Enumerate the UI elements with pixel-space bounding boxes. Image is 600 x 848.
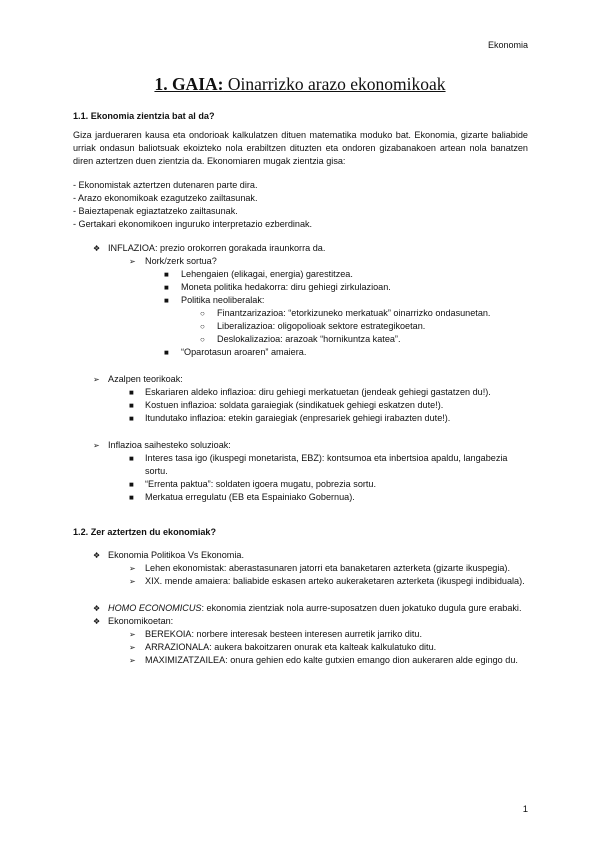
square-bullet-icon: ■ [129, 493, 134, 503]
title-text: Oinarrizko arazo ekonomikoak [223, 74, 446, 94]
list-item: Eskariaren aldeko inflazioa: diru gehiegi merkatuetan (jendeak gehiegi gastatzen du!). [145, 387, 491, 398]
list-item: Nork/zerk sortua? [145, 256, 217, 267]
inflazioa-block [73, 242, 528, 359]
diamond-bullet-icon: ❖ [93, 551, 101, 561]
square-bullet-icon: ■ [129, 388, 134, 398]
list-item: Finantzarizazioa: “etorkizuneko merkatuak” oinarrizko ondasunetan. [217, 308, 491, 319]
homo-block [73, 602, 528, 667]
list-item: Moneta politika hedakorra: diru gehiegi zirkulazioan. [181, 282, 391, 293]
section-2-heading: 1.2. Zer aztertzen du ekonomiak? [73, 527, 217, 538]
circle-bullet-icon: ○ [200, 335, 205, 345]
arrow-bullet-icon: ➢ [129, 643, 136, 653]
list-item: Kostuen inflazioa: soldata garaiegiak (sindikatuek gehiegi eskatzen dute!). [145, 400, 444, 411]
square-bullet-icon: ■ [129, 401, 134, 411]
list-item: Interes tasa igo (ikuspegi monetarista, EBZ): kontsumoa eta inbertsioa apaldu, langabezia sortu. [145, 453, 508, 477]
list-item: - Arazo ekonomikoak ezagutzeko zailtasunak. [73, 192, 258, 203]
list-item: ARRAZIONALA: aukera bakoitzaren onurak eta kalteak kalkulatuko ditu. [145, 642, 437, 653]
list-item: Azalpen teorikoak: [108, 374, 183, 385]
arrow-bullet-icon: ➢ [129, 564, 136, 574]
arrow-bullet-icon: ➢ [129, 656, 136, 666]
list-item: Merkatua erregulatu (EB eta Espainiako Gobernua). [145, 492, 355, 503]
square-bullet-icon: ■ [164, 348, 169, 358]
square-bullet-icon: ■ [129, 480, 134, 490]
list-item: - Baieztapenak egiaztatzeko zailtasunak. [73, 206, 238, 217]
list-item: INFLAZIOA: prezio orokorren gorakada iraunkorra da. [108, 243, 326, 254]
arrow-bullet-icon: ➢ [93, 441, 100, 451]
list-item: Ekonomia Politikoa Vs Ekonomia. [108, 550, 244, 561]
list-item: Itundutako inflazioa: etekin garaiegiak (enpresariek gehiegi irabazten dute!). [145, 413, 451, 424]
page-title [0, 74, 600, 95]
title-number: 1. GAIA: [154, 74, 224, 94]
politikoa-block [73, 549, 528, 588]
arrow-bullet-icon: ➢ [129, 257, 136, 267]
section-1-heading: 1.1. Ekonomia zientzia bat al da? [73, 111, 215, 121]
list-item: HOMO ECONOMICUS: ekonomia zientziak nola aurre-suposatzen duen jokatuko dugula gure erabaki. [108, 603, 522, 614]
square-bullet-icon: ■ [129, 414, 134, 424]
list-item: - Ekonomistak aztertzen dutenaren parte dira. [73, 179, 258, 190]
list-item: “Errenta paktua”: soldaten igoera mugatu, pobrezia sortu. [145, 479, 377, 490]
list-item: MAXIMIZATZAILEA: onura gehien edo kalte gutxien emango dion aukeraren alde egingo du. [145, 655, 518, 666]
running-header: Ekonomia [487, 40, 528, 50]
list-item: Inflazioa saihesteko soluzioak: [108, 440, 231, 451]
list-item: Liberalizazioa: oligopolioak sektore estrategikoetan. [217, 321, 426, 332]
diamond-bullet-icon: ❖ [93, 617, 101, 627]
list-item: Lehengaien (elikagai, energia) garestitzea. [181, 269, 353, 280]
arrow-bullet-icon: ➢ [93, 375, 100, 385]
square-bullet-icon: ■ [129, 454, 134, 464]
list-item: XIX. mende amaiera: baliabide eskasen arteko aukeraketaren azterketa (ikuspegi indibiduala). [145, 576, 525, 587]
list-item: “Oparotasun aroaren” amaiera. [181, 347, 307, 358]
document-body [73, 110, 528, 667]
arrow-bullet-icon: ➢ [129, 630, 136, 640]
circle-bullet-icon: ○ [200, 322, 205, 332]
list-item: BEREKOIA: norbere interesak besteen interesen aurretik jarriko ditu. [145, 629, 422, 640]
diamond-bullet-icon: ❖ [93, 604, 101, 614]
list-item: Politika neoliberalak: [181, 295, 265, 306]
section-1-paragraph: Giza jarduerаren kausa eta ondorioak kalkulatzen dituen matematika moduko bat. Ekonomia, gizarte baliabide urriak ondasun baliotsuak ekoizteko nola erabiltzen dituzten eta ondoren gizabanakoen artean nola banatzen diren aztertzen duen zientzia da. Ekonomiaren mugak zientzia gisa: [73, 130, 528, 167]
square-bullet-icon: ■ [164, 296, 169, 306]
list-item: - Gertakari ekonomikoen inguruko interpretazio ezberdinak. [73, 219, 313, 230]
list-item: Ekonomikoetan: [108, 616, 174, 627]
list-item: Lehen ekonomistak: aberastasunaren jatorri eta banaketaren azterketa (gizarte ikuspegia). [145, 563, 510, 574]
square-bullet-icon: ■ [164, 283, 169, 293]
square-bullet-icon: ■ [164, 270, 169, 280]
azalpen-block [73, 373, 528, 425]
diamond-bullet-icon: ❖ [93, 244, 101, 254]
list-item: Deslokalizazioa: arazoak “hornikuntza katea”. [217, 334, 401, 345]
soluzioak-block [73, 439, 528, 504]
circle-bullet-icon: ○ [200, 309, 205, 319]
arrow-bullet-icon: ➢ [129, 577, 136, 587]
page-number: 1 [522, 804, 528, 815]
homo-economicus-term: HOMO ECONOMICUS [108, 603, 202, 614]
limits-list [73, 179, 528, 232]
